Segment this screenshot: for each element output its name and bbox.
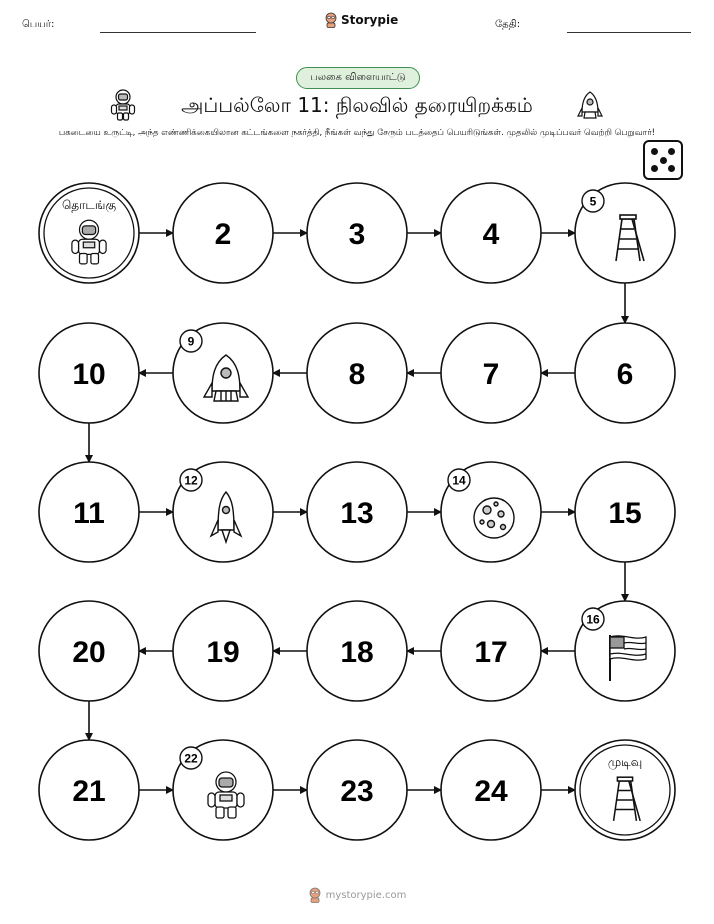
space-number-badge: 9 [187, 334, 195, 349]
space-number: 3 [348, 218, 366, 251]
page-title: அப்பல்லோ 11: நிலவில் தரையிறக்கம் [181, 93, 533, 117]
board-space [39, 740, 139, 840]
board-space [39, 462, 139, 562]
space-number: 4 [482, 218, 500, 251]
brand-name: Storypie [341, 13, 399, 27]
date-label: தேதி: [495, 19, 521, 30]
board-space [173, 462, 273, 562]
moon-icon [474, 498, 514, 538]
board-space [441, 323, 541, 423]
board-space [307, 183, 407, 283]
board-space [575, 601, 675, 701]
space-number: 20 [72, 636, 106, 669]
space-number-badge: 22 [184, 751, 198, 766]
space-number: 24 [474, 775, 508, 808]
board-space [39, 323, 139, 423]
space-number: 10 [72, 358, 106, 391]
space-number: 6 [616, 358, 634, 391]
board-space [173, 323, 273, 423]
space-number-badge: 5 [589, 194, 597, 209]
name-label: பெயர்: [22, 19, 55, 30]
space-number: 15 [608, 497, 642, 530]
space-number: 11 [73, 497, 105, 530]
instructions: பகடையை உருட்டி, அந்த எண்ணிக்கையிலான கட்டங்களை நகர்த்தி, நீங்கள் வந்து சேரும் படத்தைப் பெயரிடுங்கள். முதலில் முடிப்பவர் வெற்றி பெறுவார்! [58, 128, 656, 138]
footer-url[interactable]: mystorypie.com [325, 889, 407, 901]
space-number-badge: 12 [184, 473, 198, 488]
category-badge: பலகை விளையாட்டு [296, 67, 420, 89]
board-space [173, 740, 273, 840]
board-space [441, 601, 541, 701]
board-space [575, 183, 675, 283]
footer [0, 887, 714, 903]
board-space [441, 183, 541, 283]
board-space [307, 601, 407, 701]
board-space [575, 462, 675, 562]
space-number: 17 [474, 636, 508, 669]
storypie-mascot-icon [308, 887, 322, 903]
start-space [39, 183, 139, 283]
space-number: 21 [72, 775, 106, 808]
board-space [441, 740, 541, 840]
board-space [307, 740, 407, 840]
space-number: 8 [348, 358, 366, 391]
board-space [307, 323, 407, 423]
space-number: 7 [482, 358, 500, 391]
space-number-badge: 14 [452, 473, 466, 488]
board-space [173, 183, 273, 283]
space-number: 19 [206, 636, 240, 669]
board-space [39, 601, 139, 701]
finish-label: முடிவு [607, 755, 643, 769]
space-number: 13 [340, 497, 374, 530]
board-space [307, 462, 407, 562]
board-space [173, 601, 273, 701]
start-label: தொடங்கு [61, 198, 117, 212]
finish-space [575, 740, 675, 840]
space-number: 2 [214, 218, 232, 251]
space-number-badge: 16 [586, 612, 600, 627]
board-space [441, 462, 541, 562]
board-space [575, 323, 675, 423]
space-number: 23 [340, 775, 374, 808]
space-number: 18 [340, 636, 374, 669]
